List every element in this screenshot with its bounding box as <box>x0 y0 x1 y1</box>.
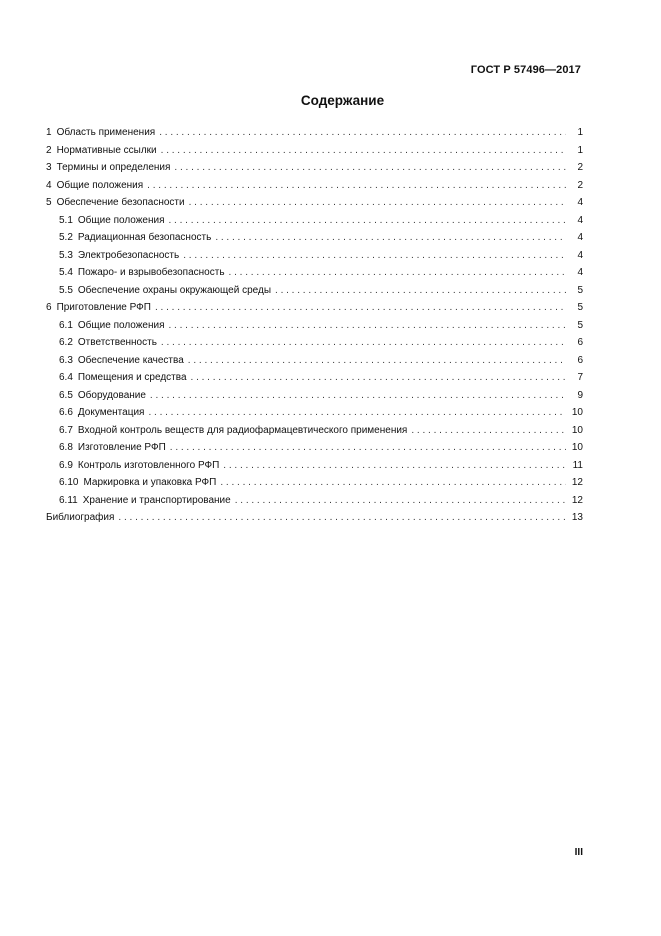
page-number: III <box>574 847 583 858</box>
toc-dot-leader <box>169 212 567 230</box>
toc-dot-leader <box>147 177 566 195</box>
toc-entry-page: 4 <box>577 214 583 226</box>
toc-dot-leader <box>229 264 566 282</box>
toc-entry[interactable] <box>46 352 583 370</box>
toc-entry-page: 13 <box>571 512 583 523</box>
toc-entry-page: 10 <box>571 424 583 436</box>
toc-entry-page: 4 <box>577 267 583 278</box>
toc-entry[interactable] <box>46 142 583 160</box>
toc-entry-title: Термины и определения <box>56 162 171 173</box>
toc-dot-leader <box>411 422 566 440</box>
toc-entry-title: Хранение и транспортирование <box>82 494 231 506</box>
toc-entry-title: Обеспечение охраны окружающей среды <box>77 284 272 296</box>
table-of-contents <box>46 124 583 527</box>
toc-entry-title: Изготовление РФП <box>77 442 166 453</box>
toc-dot-leader <box>159 124 566 142</box>
toc-entry-page: 9 <box>577 389 583 401</box>
toc-dot-leader <box>191 369 566 387</box>
toc-entry-number: 5.1 <box>59 214 73 226</box>
toc-entry-title: Пожаро- и взрывобезопасность <box>77 267 225 278</box>
toc-entry[interactable] <box>46 439 583 457</box>
toc-entry-number: 6 <box>46 302 52 313</box>
toc-entry-number: 3 <box>46 162 52 173</box>
toc-entry-number: 6.10 <box>59 477 79 488</box>
toc-dot-leader <box>118 509 566 527</box>
toc-entry[interactable] <box>46 369 583 387</box>
toc-entry-title: Электробезопасность <box>77 249 180 261</box>
toc-entry[interactable] <box>46 387 583 405</box>
toc-dot-leader <box>275 282 566 300</box>
toc-entry-page: 4 <box>577 197 583 208</box>
toc-entry-title: Библиография <box>46 512 115 523</box>
toc-entry-page: 2 <box>577 179 583 191</box>
toc-entry-number: 2 <box>46 144 52 156</box>
toc-dot-leader <box>170 439 566 457</box>
toc-dot-leader <box>223 457 566 475</box>
toc-dot-leader <box>150 387 566 405</box>
toc-entry-title: Ответственность <box>77 337 157 348</box>
toc-entry-number: 6.3 <box>59 354 73 366</box>
toc-dot-leader <box>215 229 566 247</box>
toc-entry-number: 1 <box>46 127 52 138</box>
toc-entry-number: 5.5 <box>59 284 73 296</box>
toc-dot-leader <box>161 142 566 160</box>
toc-entry[interactable] <box>46 334 583 352</box>
toc-entry-title: Входной контроль веществ для радиофармацевтического применения <box>77 424 408 436</box>
toc-entry-number: 6.2 <box>59 337 73 348</box>
toc-entry[interactable] <box>46 264 583 282</box>
toc-entry-title: Общие положения <box>56 179 144 191</box>
toc-entry[interactable] <box>46 124 583 142</box>
toc-entry-number: 5.4 <box>59 267 73 278</box>
toc-entry-title: Оборудование <box>77 389 146 401</box>
toc-entry-page: 2 <box>577 162 583 173</box>
toc-entry-title: Обеспечение качества <box>77 354 184 366</box>
toc-entry[interactable] <box>46 404 583 422</box>
toc-entry[interactable] <box>46 194 583 212</box>
toc-entry-title: Нормативные ссылки <box>56 144 157 156</box>
toc-entry-title: Радиационная безопасность <box>77 232 212 243</box>
toc-entry-page: 4 <box>577 232 583 243</box>
toc-entry-page: 11 <box>572 459 583 471</box>
toc-entry[interactable] <box>46 509 583 527</box>
toc-entry-number: 6.7 <box>59 424 73 436</box>
toc-entry-title: Маркировка и упаковка РФП <box>83 477 217 488</box>
toc-entry[interactable] <box>46 229 583 247</box>
toc-dot-leader <box>188 352 566 370</box>
toc-entry-number: 5.3 <box>59 249 73 261</box>
toc-entry-page: 10 <box>571 407 583 418</box>
toc-entry-title: Обеспечение безопасности <box>56 197 185 208</box>
toc-entry-title: Общие положения <box>77 214 165 226</box>
toc-entry[interactable] <box>46 247 583 265</box>
toc-dot-leader <box>189 194 566 212</box>
toc-dot-leader <box>155 299 566 317</box>
toc-entry-number: 5.2 <box>59 232 73 243</box>
toc-dot-leader <box>169 317 567 335</box>
toc-entry[interactable] <box>46 474 583 492</box>
toc-entry-page: 10 <box>571 442 583 453</box>
toc-entry-page: 5 <box>577 319 583 331</box>
toc-entry-number: 6.5 <box>59 389 73 401</box>
toc-entry-page: 5 <box>577 284 583 296</box>
toc-entry-number: 6.4 <box>59 372 73 383</box>
toc-dot-leader <box>174 159 566 177</box>
toc-entry[interactable] <box>46 299 583 317</box>
page-title: Содержание <box>300 93 385 108</box>
toc-entry-page: 7 <box>577 372 583 383</box>
document-header: ГОСТ Р 57496—2017 <box>470 64 581 76</box>
toc-entry[interactable] <box>46 317 583 335</box>
toc-entry-title: Помещения и средства <box>77 372 187 383</box>
toc-entry[interactable] <box>46 422 583 440</box>
toc-entry[interactable] <box>46 492 583 510</box>
toc-entry-number: 6.11 <box>59 494 78 506</box>
toc-dot-leader <box>220 474 566 492</box>
toc-entry-page: 6 <box>577 337 583 348</box>
toc-entry[interactable] <box>46 282 583 300</box>
toc-dot-leader <box>148 404 566 422</box>
toc-dot-leader <box>161 334 566 352</box>
toc-entry-page: 5 <box>577 302 583 313</box>
toc-entry-number: 6.9 <box>59 459 73 471</box>
toc-entry-number: 6.6 <box>59 407 73 418</box>
toc-entry[interactable] <box>46 212 583 230</box>
toc-entry-page: 12 <box>571 477 583 488</box>
toc-entry-page: 1 <box>577 127 583 138</box>
toc-entry-number: 6.8 <box>59 442 73 453</box>
toc-dot-leader <box>183 247 566 265</box>
toc-entry-title: Документация <box>77 407 145 418</box>
toc-entry-page: 6 <box>577 354 583 366</box>
toc-entry-page: 12 <box>571 494 583 506</box>
toc-entry-number: 6.1 <box>59 319 73 331</box>
toc-entry-title: Приготовление РФП <box>56 302 151 313</box>
toc-entry-number: 4 <box>46 179 52 191</box>
toc-entry[interactable] <box>46 177 583 195</box>
toc-entry[interactable] <box>46 457 583 475</box>
toc-entry-title: Контроль изготовленного РФП <box>77 459 220 471</box>
toc-entry[interactable] <box>46 159 583 177</box>
toc-entry-page: 4 <box>577 249 583 261</box>
toc-entry-title: Область применения <box>56 127 156 138</box>
toc-entry-page: 1 <box>577 144 583 156</box>
toc-dot-leader <box>235 492 566 510</box>
toc-entry-number: 5 <box>46 197 52 208</box>
toc-entry-title: Общие положения <box>77 319 165 331</box>
